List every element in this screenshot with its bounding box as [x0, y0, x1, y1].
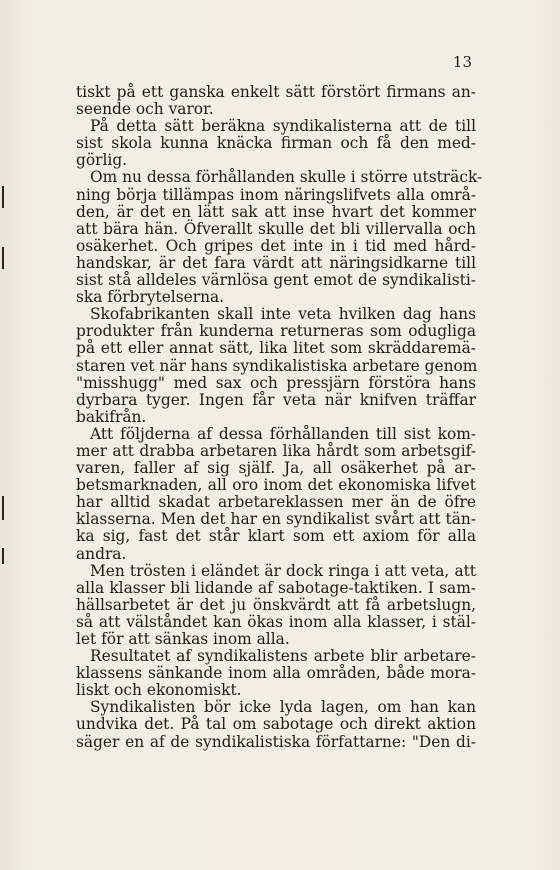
text-line: sist skola kunna knäcka firman och få den med-	[76, 134, 476, 153]
text-line: så att välståndet kan ökas inom alla klasser, i stäl-	[76, 612, 476, 631]
text-line: produkter från kunderna returneras som odugliga	[76, 322, 476, 341]
text-line: Men trösten i eländet är dock ringa i att veta, att	[90, 561, 476, 580]
body-text	[76, 83, 483, 751]
text-line: Skofabrikanten skall inte veta hvilken dag hans	[90, 305, 476, 324]
text-line: säger en af de syndikalistiska författarne: "Den di-	[76, 732, 476, 751]
text-line: Att följderna af dessa förhållanden till sist kom-	[90, 424, 476, 443]
text-line: let för att sänkas inom alla.	[76, 630, 290, 648]
binding-mark	[2, 496, 4, 520]
text-line: ka sig, fast det står klart som ett axiom för alla	[76, 527, 476, 546]
text-line: Om nu dessa förhållanden skulle i större utsträck-	[90, 168, 483, 187]
text-line: osäkerhet. Och gripes det inte in i tid med hård-	[76, 236, 476, 255]
text-line: sist stå alldeles värnlösa gent emot de syndikalisti-	[76, 271, 476, 290]
binding-mark	[2, 186, 4, 208]
text-line: har alltid skadat arbetareklassen mer än de öfre	[76, 493, 476, 512]
binding-mark	[2, 247, 4, 269]
text-line: liskt och ekonomiskt.	[76, 681, 242, 700]
text-line: ning börja tillämpas inom näringslifvets alla områ-	[76, 185, 476, 204]
page-number: 13	[452, 53, 472, 71]
text-line: Syndikalisten bör icke lyda lagen, om han kan	[90, 698, 476, 717]
text-line: betsmarknaden, all oro inom det ekonomiska lifvet	[76, 476, 476, 495]
text-line: varen, faller af sig själf. Ja, all osäkerhet på ar-	[76, 459, 476, 478]
text-line: seende och varor.	[76, 100, 214, 119]
text-line: på ett eller annat sätt, lika litet som skräddaremä-	[76, 339, 476, 358]
text-line: att bära hän. Öfverallt skulle det bli villervalla och	[76, 219, 476, 238]
text-line: "misshugg" med sax och pressjärn förstöra hans	[76, 373, 476, 392]
text-line: undvika det. På tal om sabotage och direkt aktion	[76, 715, 476, 734]
text-line: dyrbara tyger. Ingen får veta när knifven träffar	[76, 390, 476, 409]
text-line: hällsarbetet är det ju önskvärdt att få arbetslugn,	[76, 595, 476, 614]
text-line: den, är det en lätt sak att inse hvart det kommer	[76, 202, 476, 221]
text-line: andra.	[76, 544, 127, 563]
text-line: klasserna. Men det har en syndikalist svårt att tän-	[76, 510, 476, 529]
text-line: bakifrån.	[76, 407, 147, 426]
binding-mark	[2, 548, 4, 564]
text-line: klassens sänkande inom alla områden, både mora-	[76, 664, 476, 683]
text-line: På detta sätt beräkna syndikalisterna att de till	[90, 117, 476, 136]
text-line: Resultatet af syndikalistens arbete blir arbetare-	[90, 647, 476, 666]
text-line: ska förbrytelserna.	[76, 288, 225, 307]
text-line: tiskt på ett ganska enkelt sätt förstört firmans an-	[76, 83, 476, 101]
text-line: handskar, är det fara värdt att näringsidkarne till	[76, 253, 476, 272]
text-line: mer att drabba arbetaren lika hårdt som arbetsgif-	[76, 441, 476, 460]
text-line: görlig.	[76, 151, 128, 170]
text-line: staren vet när hans syndikalistiska arbetare genom	[76, 356, 478, 375]
text-line: alla klasser bli lidande af sabotage-taktiken. I sam-	[76, 578, 476, 597]
